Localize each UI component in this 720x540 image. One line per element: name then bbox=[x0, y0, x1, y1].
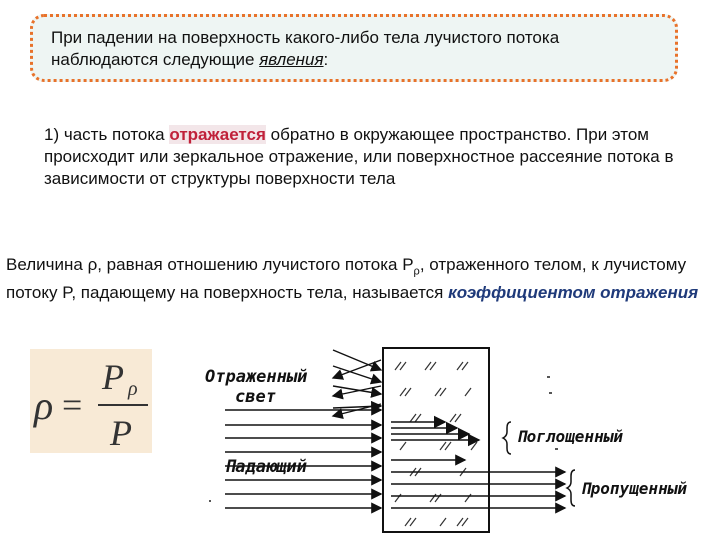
radiation-diagram bbox=[195, 330, 715, 540]
reflected-rays bbox=[333, 350, 381, 416]
absorbed-bracket bbox=[503, 422, 511, 454]
item-highlight: отражается bbox=[169, 125, 266, 144]
definition-text-middle: , отраженного телом, к лучистому потоку P, падающему на поверхность тела, называется bbox=[6, 255, 687, 303]
definition-term: коэффициентом отражения bbox=[448, 283, 699, 303]
label-reflected-line2: свет bbox=[235, 387, 276, 407]
definition-subscript: ρ bbox=[413, 265, 420, 278]
label-incident: Падающий bbox=[225, 457, 307, 477]
label-reflected-line1: Отраженный bbox=[205, 367, 308, 387]
item-number: 1) bbox=[44, 125, 60, 144]
transmitted-bracket bbox=[567, 470, 575, 506]
definition-text-start: Величина ρ, равная отношению лучистого потока P bbox=[6, 255, 414, 274]
list-item-reflection bbox=[44, 124, 684, 190]
definition-paragraph bbox=[6, 254, 706, 304]
formula-equals: = bbox=[62, 385, 83, 425]
intro-text: При падении на поверхность какого-либо тела лучистого потока наблюдаются следующие bbox=[51, 28, 560, 69]
formula-numerator: P bbox=[102, 357, 124, 397]
item-text-end: обратно в окружающее пространство. При этом происходит или зеркальное отражение, или поверхностное рассеяние потока в зависимости от структуры поверхности тела bbox=[44, 125, 674, 188]
item-text-start: часть потока bbox=[59, 125, 170, 144]
intro-box bbox=[30, 14, 678, 82]
formula-denominator: P bbox=[110, 413, 132, 453]
label-absorbed: Поглощенный bbox=[517, 427, 623, 446]
formula bbox=[30, 349, 152, 453]
formula-lhs: ρ bbox=[34, 383, 54, 428]
intro-emphasis: явления bbox=[259, 50, 324, 69]
label-transmitted: Пропущенный bbox=[581, 479, 687, 498]
intro-colon: : bbox=[323, 50, 329, 69]
formula-numerator-sub: ρ bbox=[128, 378, 138, 400]
